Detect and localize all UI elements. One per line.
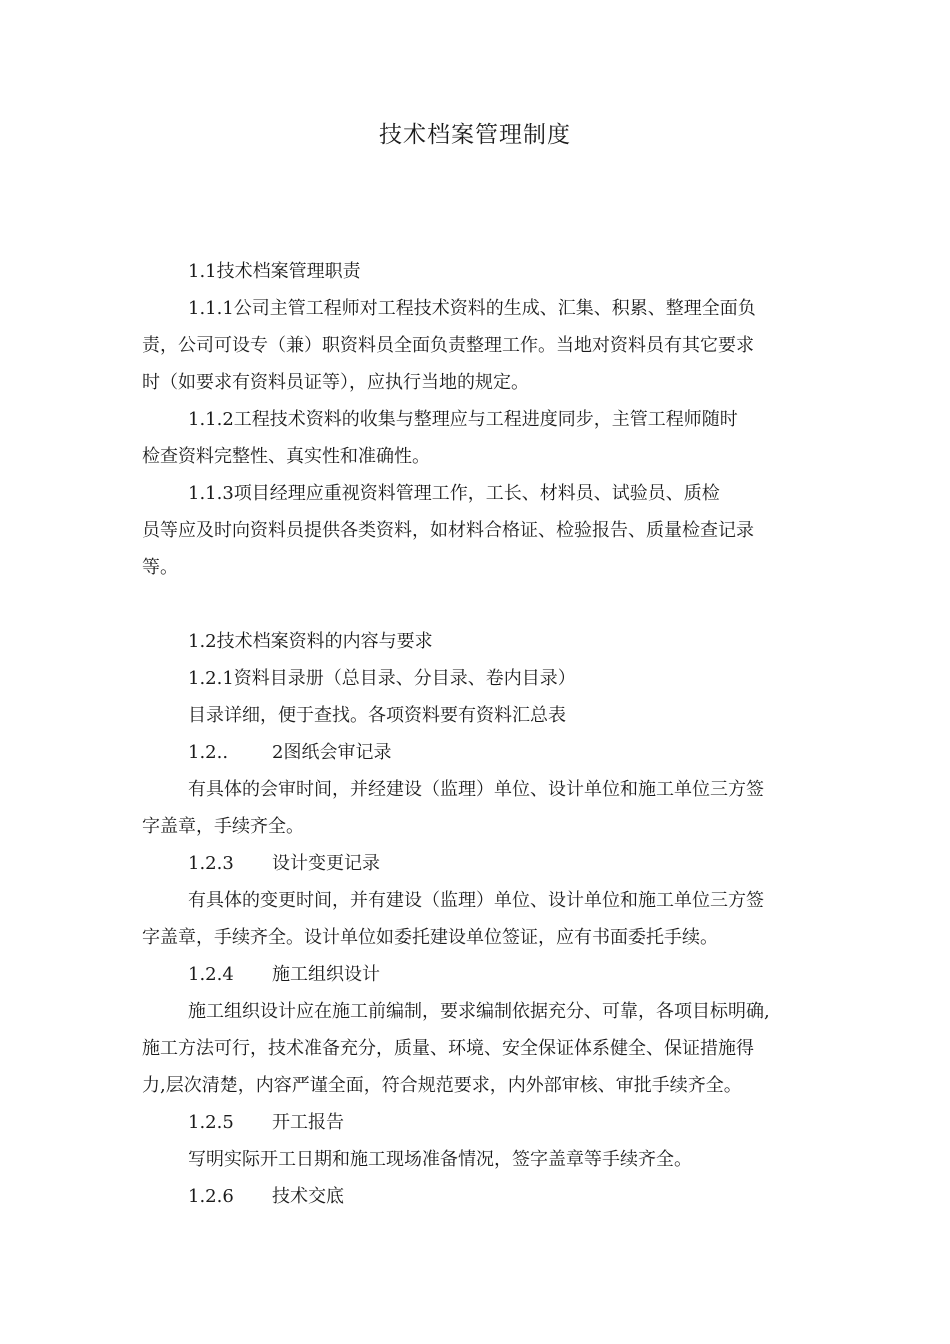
paragraph-1-1-3-line-3: 等。 xyxy=(142,557,178,578)
section-heading-1-2-2 xyxy=(142,734,812,771)
section-label: 2图纸会审记录 xyxy=(272,742,392,763)
paragraph-1-2-5: 写明实际开工日期和施工现场准备情况，签字盖章等手续齐全。 xyxy=(188,1149,692,1170)
paragraph-1-1-3-line-1: 1.1.3项目经理应重视资料管理工作，工长、材料员、试验员、质检 xyxy=(188,483,720,504)
section-label: 设计变更记录 xyxy=(272,853,380,874)
paragraph-1-2-4-line-2: 施工方法可行，技术准备充分，质量、环境、安全保证体系健全、保证措施得 xyxy=(142,1038,754,1059)
paragraph-1-1-1-line-3: 时（如要求有资料员证等），应执行当地的规定。 xyxy=(142,372,529,393)
section-heading-1-2-6 xyxy=(142,1178,812,1215)
paragraph-1-2-4-line-1: 施工组织设计应在施工前编制，要求编制依据充分、可靠，各项目标明确, xyxy=(188,1001,770,1022)
section-number: 1.2.. xyxy=(188,742,229,763)
paragraph-1-2-4-line-3: 力,层次清楚，内容严谨全面，符合规范要求，内外部审核、审批手续齐全。 xyxy=(142,1075,742,1096)
section-number: 1.2.4 xyxy=(188,964,234,985)
paragraph-1-1-1-line-1: 1.1.1公司主管工程师对工程技术资料的生成、汇集、积累、整理全面负 xyxy=(188,298,756,319)
section-label: 施工组织设计 xyxy=(272,964,380,985)
paragraph-1-1-2-line-1: 1.1.2工程技术资料的收集与整理应与工程进度同步，主管工程师随时 xyxy=(188,409,738,430)
section-label: 开工报告 xyxy=(272,1112,344,1133)
paragraph-1-1-1-line-2: 责，公司可设专（兼）职资料员全面负责整理工作。当地对资料员有其它要求 xyxy=(142,335,754,356)
section-heading-1-2-3 xyxy=(142,845,812,882)
section-number: 1.2.5 xyxy=(188,1112,234,1133)
section-heading-1-2-4 xyxy=(142,956,812,993)
section-spacer xyxy=(142,586,812,623)
paragraph-1-2-3-line-2: 字盖章，手续齐全。设计单位如委托建设单位签证，应有书面委托手续。 xyxy=(142,927,718,948)
document-body xyxy=(142,253,812,1215)
section-label: 技术交底 xyxy=(272,1186,344,1207)
paragraph-1-2-3-line-1: 有具体的变更时间，并有建设（监理）单位、设计单位和施工单位三方签 xyxy=(188,890,764,911)
paragraph-1-1-2-line-2: 检查资料完整性、真实性和准确性。 xyxy=(142,446,430,467)
section-number: 1.2.3 xyxy=(188,853,234,874)
section-heading-1-2-5 xyxy=(142,1104,812,1141)
section-heading-1-2-1: 1.2.1资料目录册（总目录、分目录、卷内目录） xyxy=(188,668,576,689)
paragraph-1-2-2-line-1: 有具体的会审时间，并经建设（监理）单位、设计单位和施工单位三方签 xyxy=(188,779,764,800)
paragraph-1-2-2-line-2: 字盖章，手续齐全。 xyxy=(142,816,304,837)
section-heading-1-2: 1.2技术档案资料的内容与要求 xyxy=(188,631,433,652)
section-number: 1.2.6 xyxy=(188,1186,234,1207)
paragraph-1-2-1: 目录详细，便于查找。各项资料要有资料汇总表 xyxy=(188,705,566,726)
section-heading-1-1: 1.1技术档案管理职责 xyxy=(188,261,361,282)
paragraph-1-1-3-line-2: 员等应及时向资料员提供各类资料，如材料合格证、检验报告、质量检查记录 xyxy=(142,520,754,541)
document-title: 技术档案管理制度 xyxy=(379,122,571,148)
